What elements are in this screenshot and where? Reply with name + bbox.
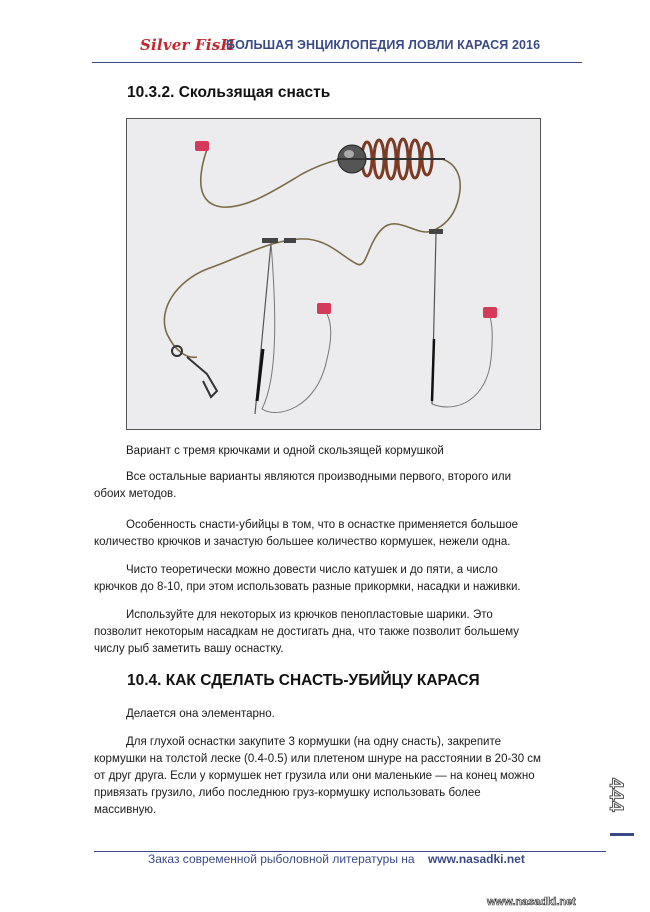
paragraph-killer-feature xyxy=(94,517,606,551)
paragraph-line: от друг друга. Если у кормушек нет грузила или они маленькие — на конец можно xyxy=(94,770,535,782)
paragraph-line: количество крючков и зачастую большее количество кормушек, нежели одна. xyxy=(94,536,511,548)
paragraph-line: Все остальные варианты являются производными первого, второго или xyxy=(126,471,512,483)
paragraph-line: Используйте для некоторых из крючков пенопластовые шарики. Это xyxy=(126,609,493,621)
paragraph-line: обоих методов. xyxy=(94,488,177,500)
watermark: www.nasadki.net xyxy=(487,896,576,908)
paragraph-elementary xyxy=(94,706,606,723)
page-number: 444 xyxy=(605,778,626,813)
footer-text: Заказ современной рыболовной литературы на xyxy=(148,852,415,866)
paragraph-line: Делается она элементарно. xyxy=(126,708,275,720)
header-divider xyxy=(92,62,582,63)
paragraph-line: Чисто теоретически можно довести число катушек и до пяти, а число xyxy=(126,564,498,576)
paragraph-line: кормушки на толстой леске (0.4-0.5) или плетеном шнуре на расстоянии в 20-30 см xyxy=(94,753,541,765)
page-header xyxy=(92,34,582,64)
tackle-photo xyxy=(126,118,541,430)
paragraph-line: крючков до 8-10, при этом использовать разные прикормки, насадки и наживки. xyxy=(94,581,521,593)
section-heading-10-4: 10.4. КАК СДЕЛАТЬ СНАСТЬ-УБИЙЦУ КАРАСЯ xyxy=(127,672,480,689)
paragraph-theoretical xyxy=(94,562,606,596)
page-number-underline xyxy=(610,833,634,836)
section-heading-10-3-2: 10.3.2. Скользящая снасть xyxy=(127,84,331,101)
paragraph-line: числу рыб заметить вашу оснастку. xyxy=(94,643,284,655)
paragraph-line: позволит некоторым насадкам не достигать дна, что также позволит большему xyxy=(94,626,519,638)
photo-caption: Вариант с тремя крючками и одной скользящей кормушкой xyxy=(126,445,444,457)
footer-website-link[interactable]: www.nasadki.net xyxy=(427,852,525,866)
paragraph-line: Для глухой оснастки закупите 3 кормушки (на одну снасть), закрепите xyxy=(126,736,502,748)
tackle-illustration xyxy=(127,119,540,429)
paragraph-line: Особенность снасти-убийцы в том, что в оснастке применяется большое xyxy=(126,519,519,531)
paragraph-foam-balls xyxy=(94,607,606,658)
paragraph-line: привязать грузило, либо последнюю груз-кормушку использовать более xyxy=(94,787,481,799)
paragraph-derivatives xyxy=(94,469,606,503)
brand-logo: Silver FisH xyxy=(140,36,235,54)
page-footer xyxy=(148,852,525,866)
book-title: БОЛЬШАЯ ЭНЦИКЛОПЕДИЯ ЛОВЛИ КАРАСЯ 2016 xyxy=(226,38,541,52)
paragraph-line: массивную. xyxy=(94,804,157,816)
paragraph-instructions xyxy=(94,734,606,819)
